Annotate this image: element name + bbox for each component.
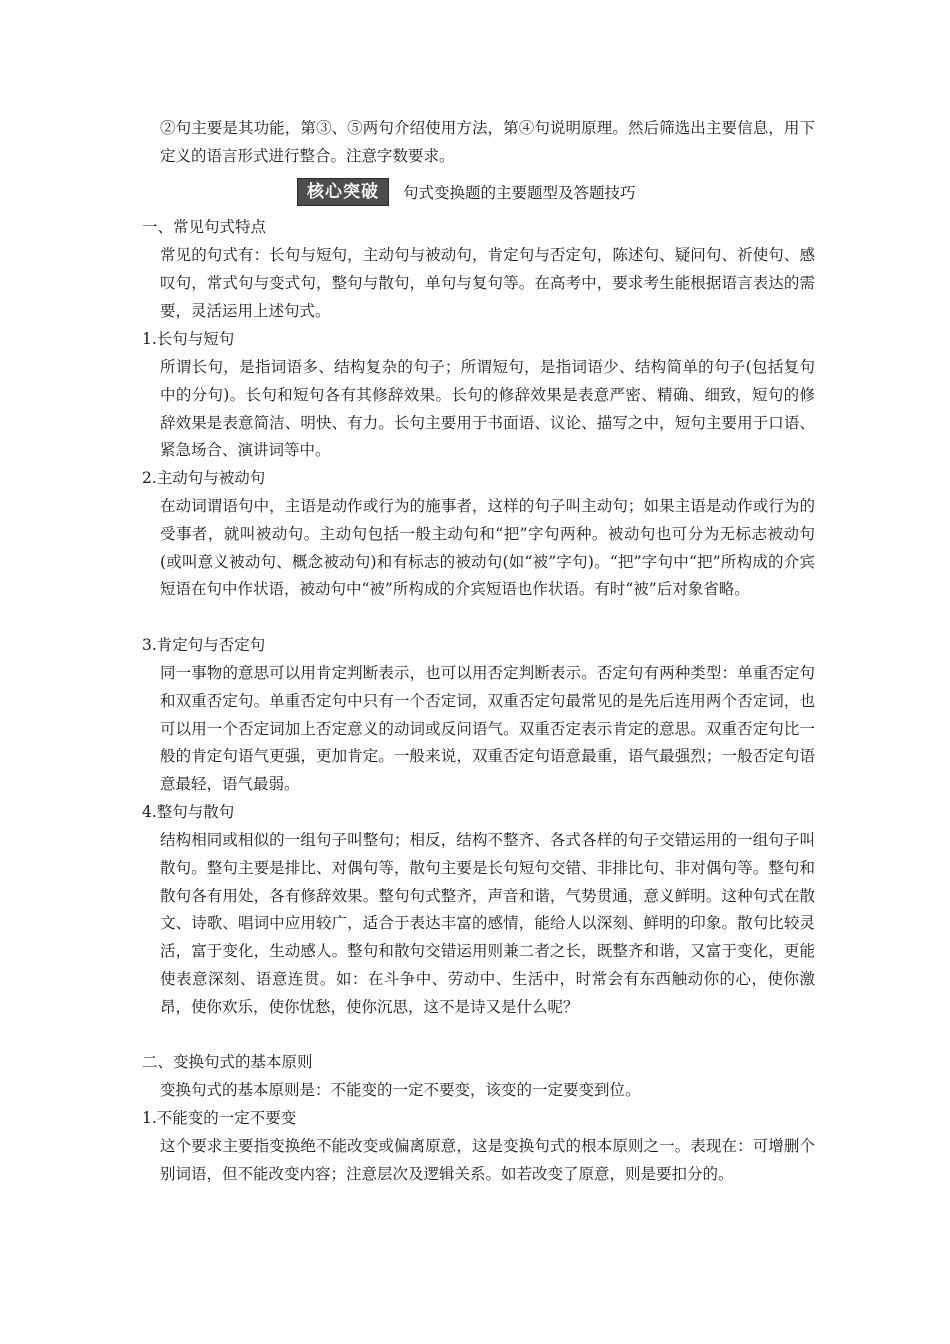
item-heading-2: 2.主动句与被动句	[142, 469, 266, 487]
item-paragraph-2: 在动词谓语句中，主语是动作或行为的施事者，这样的句子叫主动句；如果主语是动作或行为的受事者，就叫被动句。主动句包括一般主动句和“把”字句两种。被动句也可分为无标志被动句(或叫意义被动句、概念被动句)和有标志的被动句(如“被”字句)。“把”字句中“把”所构成的介宾短语在句中作状语，被动句中“被”所构成的介宾短语也作状语。有时“被”后对象省略。	[160, 497, 815, 599]
banner-title: 句式变换题的主要题型及答题技巧	[403, 184, 636, 202]
item-heading-4: 4.整句与散句	[142, 803, 235, 821]
section-banner	[297, 178, 636, 206]
item-paragraph-4: 结构相同或相似的一组句子叫整句；相反，结构不整齐、各式各样的句子交错运用的一组句子叫散句。整句主要是排比、对偶句等，散句主要是长句短句交错、非排比句、非对偶句等。整句和散句各有用处，各有修辞效果。整句句式整齐，声音和谐，气势贯通，意义鲜明。这种句式在散文、诗歌、唱词中应用较广，适合于表达丰富的感情，能给人以深刻、鲜明的印象。散句比较灵活，富于变化，生动感人。整句和散句交错运用则兼二者之长，既整齐和谐，又富于变化，更能使表意深刻、语意连贯。如：在斗争中、劳动中、生活中，时常会有东西触动你的心，使你激昂，使你欢乐，使你忧愁，使你沉思，这不是诗又是什么呢？	[160, 831, 815, 1016]
item-paragraph-1: 所谓长句，是指词语多、结构复杂的句子；所谓短句，是指词语少、结构简单的句子(包括复句中的分句)。长句和短句各有其修辞效果。长句的修辞效果是表意严密、精确、细致，短句的修辞效果是表意简洁、明快、有力。长句主要用于书面语、议论、描写之中，短句主要用于口语、紧急场合、演讲词等中。	[160, 358, 815, 460]
section-paragraph-2: 变换句式的基本原则是：不能变的一定不要变，该变的一定要变到位。	[160, 1081, 641, 1099]
intro-paragraph: ②句主要是其功能，第③、⑤两句介绍使用方法，第④句说明原理。然后筛选出主要信息，用下定义的语言形式进行整合。注意字数要求。	[160, 119, 815, 165]
item-heading-3: 3.肯定句与否定句	[142, 636, 266, 654]
rule-paragraph-1: 这个要求主要指变换绝不能改变或偏离原意，这是变换句式的根本原则之一。表现在：可增删个别词语，但不能改变内容；注意层次及逻辑关系。如若改变了原意，则是要扣分的。	[160, 1137, 815, 1183]
rule-heading-1: 1.不能变的一定不要变	[142, 1109, 297, 1127]
item-heading-1: 1.长句与短句	[142, 330, 235, 348]
core-breakthrough-badge: 核心突破	[297, 178, 389, 206]
item-paragraph-3: 同一事物的意思可以用肯定判断表示，也可以用否定判断表示。否定句有两种类型：单重否定句和双重否定句。单重否定句中只有一个否定词，双重否定句最常见的是先后连用两个否定词，也可以用一个否定词加上否定意义的动词或反问语气。双重否定表示肯定的意思。双重否定句比一般的肯定句语气更强，更加肯定。一般来说，双重否定句语意最重，语气最强烈；一般否定句语意最轻，语气最弱。	[160, 664, 815, 794]
section-heading-2: 二、变换句式的基本原则	[142, 1053, 313, 1071]
section-heading-1: 一、常见句式特点	[142, 218, 267, 236]
section-paragraph-1: 常见的句式有：长句与短句，主动句与被动句，肯定句与否定句，陈述句、疑问句、祈使句、感叹句，常式句与变式句，整句与散句，单句与复句等。在高考中，要求考生能根据语言表达的需要，灵活运用上述句式。	[160, 246, 815, 320]
